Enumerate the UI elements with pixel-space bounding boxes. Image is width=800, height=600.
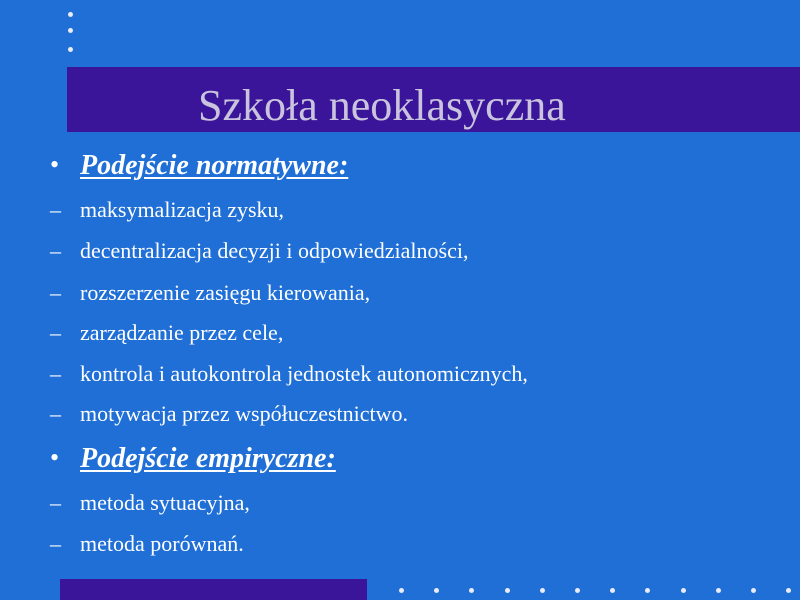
dash-marker: – (50, 280, 61, 305)
dot (716, 588, 721, 593)
list-item-text: rozszerzenie zasięgu kierowania, (80, 280, 371, 305)
list-item-text: motywacja przez współuczestnictwo. (80, 401, 409, 426)
list-item-text: metoda sytuacyjna, (80, 490, 250, 515)
dash-marker: – (50, 320, 61, 345)
dot (505, 588, 510, 593)
dash-marker: – (50, 197, 61, 222)
dash-marker: – (50, 531, 61, 556)
dot (399, 588, 404, 593)
dot (681, 588, 686, 593)
slide-title: Szkoła neoklasyczna (198, 81, 566, 130)
list-item-text: metoda porównań. (80, 531, 244, 556)
list-item-text: decentralizacja decyzji i odpowiedzialności, (80, 238, 469, 263)
section-heading-text: Podejście empiryczne: (80, 443, 336, 474)
bullet-marker: • (50, 443, 60, 472)
list-item-text: kontrola i autokontrola jednostek autonomicznych, (80, 361, 528, 386)
footer-bar (60, 579, 367, 600)
dot (751, 588, 756, 593)
dash-marker: – (50, 361, 61, 386)
dot (575, 588, 580, 593)
bullet-marker: • (50, 150, 60, 179)
dash-marker: – (50, 238, 61, 263)
dash-marker: – (50, 401, 61, 426)
dot (540, 588, 545, 593)
list-item-text: maksymalizacja zysku, (80, 197, 285, 222)
list-item-text: zarządzanie przez cele, (80, 320, 284, 345)
dash-marker: – (50, 490, 61, 515)
section-heading-text: Podejście normatywne: (80, 150, 349, 181)
